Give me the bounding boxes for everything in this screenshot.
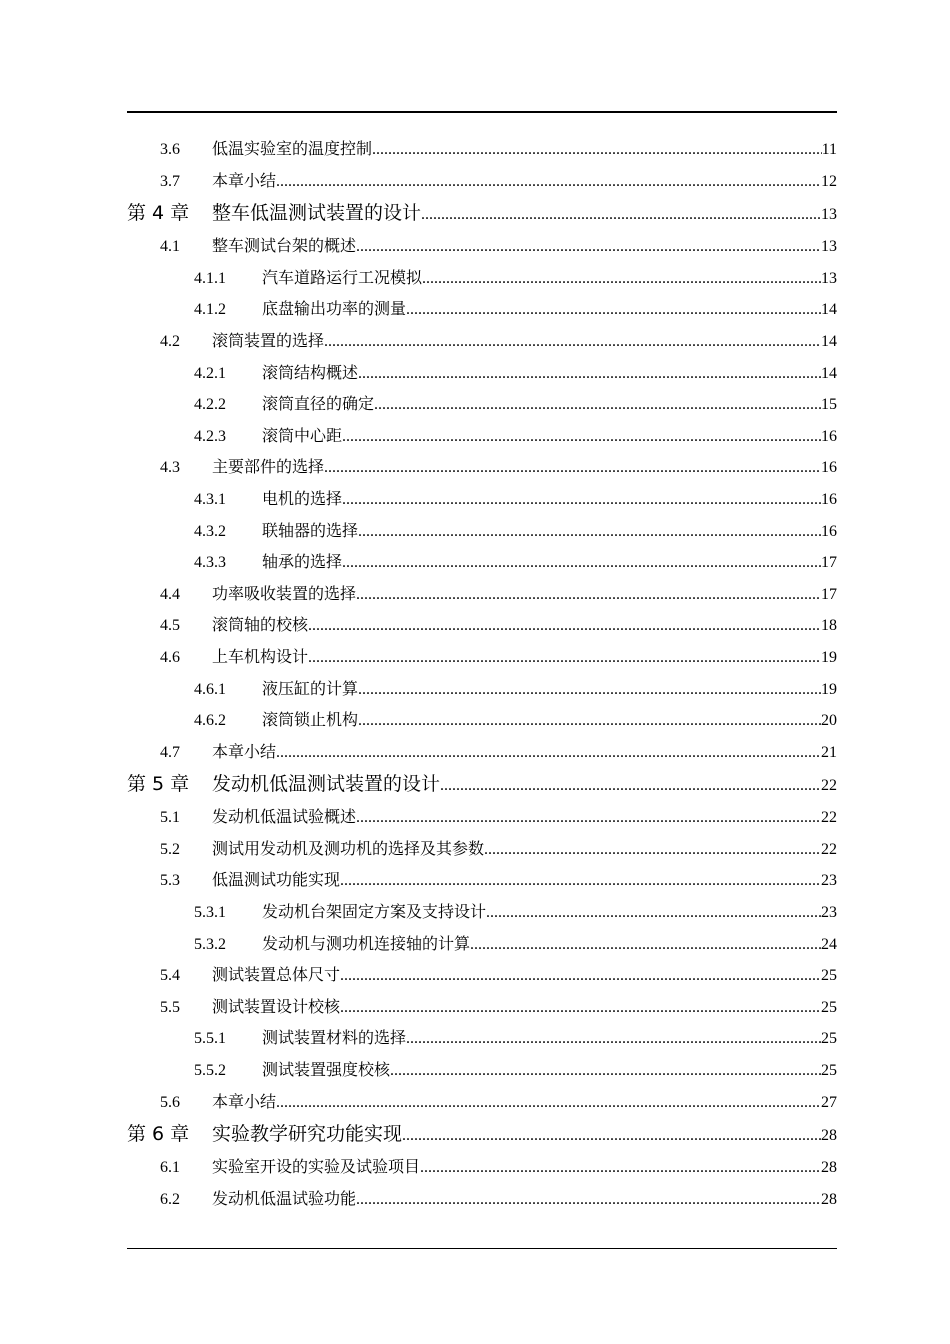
- toc-entry-number: 5.3.1: [194, 904, 226, 922]
- toc-entry-number: 4.1.1: [194, 269, 226, 287]
- toc-page-number: 19: [821, 680, 837, 698]
- toc-dot-leader: [406, 1023, 821, 1054]
- toc-entry-title: 滚筒直径的确定: [262, 394, 375, 414]
- toc-page-number: 11: [821, 141, 837, 158]
- toc-entry-title: 电机的选择: [262, 488, 343, 508]
- toc-dot-leader: [358, 705, 821, 736]
- toc-page-number: 21: [821, 743, 837, 761]
- toc-page-number: 16: [821, 459, 837, 477]
- toc-entry-title: 发动机低温试验概述: [212, 807, 357, 827]
- toc-dot-leader: [484, 834, 821, 865]
- toc-entry-number: 第 5 章: [127, 773, 190, 796]
- toc-page-number: 15: [821, 396, 837, 414]
- toc-subsection-entry[interactable]: [127, 388, 837, 420]
- toc-section-entry[interactable]: [127, 165, 837, 197]
- toc-entry-number: 4.2.1: [194, 364, 226, 382]
- toc-entry-title: 本章小结: [212, 1091, 277, 1111]
- toc-entry-number: 4.7: [160, 743, 180, 761]
- toc-subsection-entry[interactable]: [127, 515, 837, 547]
- toc-chapter-entry[interactable]: [127, 1117, 837, 1151]
- toc-dot-leader: [440, 769, 821, 801]
- toc-entry-title: 低温测试功能实现: [212, 870, 341, 890]
- toc-section-entry[interactable]: [127, 736, 837, 768]
- toc-page-number: 16: [821, 490, 837, 508]
- toc-entry-title: 滚筒锁止机构: [262, 710, 359, 730]
- toc-dot-leader: [340, 865, 821, 896]
- toc-entry-title: 发动机与测功机连接轴的计算: [262, 933, 471, 953]
- toc-section-entry[interactable]: [127, 864, 837, 896]
- toc-section-entry[interactable]: [127, 578, 837, 610]
- toc-dot-leader: [356, 802, 821, 833]
- toc-entry-number: 4.6.1: [194, 680, 226, 698]
- toc-dot-leader: [356, 231, 821, 262]
- toc-entry-title: 发动机低温测试装置的设计: [212, 773, 441, 796]
- toc-dot-leader: [422, 263, 821, 294]
- toc-entry-number: 5.5.2: [194, 1062, 226, 1080]
- toc-entry-title: 低温实验室的温度控制: [212, 139, 373, 158]
- toc-entry-number: 3.6: [160, 141, 180, 158]
- toc-dot-leader: [308, 642, 821, 673]
- toc-dot-leader: [276, 737, 821, 768]
- toc-entry-number: 4.2.3: [194, 427, 226, 445]
- toc-entry-number: 4.3.3: [194, 554, 226, 572]
- toc-entry-number: 4.6.2: [194, 712, 226, 730]
- toc-page-number: 13: [821, 206, 837, 224]
- toc-dot-leader: [374, 389, 821, 420]
- toc-entry-number: 第 6 章: [127, 1123, 190, 1146]
- toc-entry-title: 测试用发动机及测功机的选择及其参数: [212, 838, 485, 858]
- header-rule: [127, 111, 837, 113]
- toc-page-number: 28: [821, 1127, 837, 1145]
- toc-entry-title: 整车低温测试装置的设计: [212, 202, 422, 225]
- toc-entry-number: 4.2: [160, 332, 180, 350]
- toc-dot-leader: [276, 166, 821, 197]
- toc-dot-leader: [420, 1152, 821, 1183]
- toc-entry-title: 发动机低温试验功能: [212, 1188, 357, 1208]
- toc-page-number: 25: [821, 998, 837, 1016]
- toc-page-number: 16: [821, 427, 837, 445]
- toc-page-number: 12: [821, 172, 837, 190]
- toc-entry-title: 功率吸收装置的选择: [212, 583, 357, 603]
- toc-entry-title: 轴承的选择: [262, 552, 343, 572]
- toc-dot-leader: [342, 484, 821, 515]
- toc-dot-leader: [340, 992, 821, 1023]
- toc-page-number: 14: [821, 332, 837, 350]
- toc-subsection-entry[interactable]: [127, 928, 837, 960]
- toc-entry-number: 5.5: [160, 998, 180, 1016]
- toc-page-number: 17: [821, 585, 837, 603]
- toc-page-number: 19: [821, 648, 837, 666]
- toc-entry-number: 4.2.2: [194, 396, 226, 414]
- toc-dot-leader: [342, 421, 821, 452]
- toc-dot-leader: [356, 1184, 821, 1215]
- toc-entry-number: 5.2: [160, 840, 180, 858]
- toc-dot-leader: [340, 960, 821, 991]
- toc-section-entry[interactable]: [127, 609, 837, 641]
- toc-dot-leader: [402, 1119, 821, 1151]
- toc-entry-title: 实验教学研究功能实现: [212, 1123, 403, 1146]
- toc-entry-title: 滚筒结构概述: [262, 362, 359, 382]
- toc-entry-number: 5.1: [160, 809, 180, 827]
- toc-page-number: 22: [821, 840, 837, 858]
- toc-dot-leader: [358, 358, 821, 389]
- toc-entry-title: 滚筒中心距: [262, 425, 343, 445]
- toc-page-number: 13: [821, 269, 837, 287]
- toc-subsection-entry[interactable]: [127, 896, 837, 928]
- toc-subsection-entry[interactable]: [127, 420, 837, 452]
- toc-page-number: 23: [821, 904, 837, 922]
- toc-dot-leader: [324, 326, 821, 357]
- toc-page-number: 17: [821, 554, 837, 572]
- toc-dot-leader: [421, 198, 821, 230]
- toc-dot-leader: [372, 134, 822, 165]
- toc-page-number: 20: [821, 712, 837, 730]
- toc-section-entry[interactable]: [127, 325, 837, 357]
- toc-section-entry[interactable]: [127, 230, 837, 262]
- toc-entry-title: 滚筒轴的校核: [212, 615, 309, 635]
- toc-entry-number: 5.4: [160, 967, 180, 985]
- toc-section-entry[interactable]: [127, 801, 837, 833]
- toc-page-number: 25: [821, 1030, 837, 1048]
- toc-section-entry[interactable]: [127, 1086, 837, 1118]
- toc-entry-title: 主要部件的选择: [212, 457, 325, 477]
- toc-subsection-entry[interactable]: [127, 1054, 837, 1086]
- toc-entry-number: 4.3.2: [194, 522, 226, 540]
- toc-entry-title: 测试装置设计校核: [212, 996, 341, 1016]
- toc-page-number: 28: [821, 1159, 837, 1177]
- toc-page-number: 22: [821, 809, 837, 827]
- toc-entry-title: 滚筒装置的选择: [212, 330, 325, 350]
- toc-entry-title: 本章小结: [212, 170, 277, 190]
- toc-entry-number: 4.1.2: [194, 301, 226, 319]
- toc-section-entry[interactable]: [127, 833, 837, 865]
- toc-entry-number: 6.1: [160, 1159, 180, 1177]
- toc-dot-leader: [406, 294, 821, 325]
- toc-entry-number: 第 4 章: [127, 202, 190, 225]
- toc-entry-title: 本章小结: [212, 741, 277, 761]
- toc-entry-number: 4.6: [160, 648, 180, 666]
- toc-entry-number: 5.5.1: [194, 1030, 226, 1048]
- toc-dot-leader: [308, 610, 821, 641]
- toc-subsection-entry[interactable]: [127, 1022, 837, 1054]
- toc-chapter-entry[interactable]: [127, 196, 837, 230]
- toc-dot-leader: [358, 516, 821, 547]
- toc-entry-title: 实验室开设的实验及试验项目: [212, 1157, 421, 1177]
- toc-entry-title: 底盘输出功率的测量: [262, 299, 407, 319]
- toc-page-number: 27: [821, 1093, 837, 1111]
- toc-subsection-entry[interactable]: [127, 546, 837, 578]
- toc-entry-title: 整车测试台架的概述: [212, 236, 357, 256]
- toc-entry-title: 上车机构设计: [212, 646, 309, 666]
- toc-page-number: 24: [821, 935, 837, 953]
- toc-entry-number: 5.3.2: [194, 935, 226, 953]
- toc-dot-leader: [390, 1055, 821, 1086]
- toc-entry-title: 发动机台架固定方案及支持设计: [262, 902, 487, 922]
- toc-page-number: 16: [821, 522, 837, 540]
- toc-entry-number: 4.1: [160, 238, 180, 256]
- toc-page-number: 25: [821, 1062, 837, 1080]
- toc-entry-number: 6.2: [160, 1190, 180, 1208]
- toc-entry-title: 测试装置强度校核: [262, 1060, 391, 1080]
- toc-page-number: 23: [821, 872, 837, 890]
- toc-page-number: 18: [821, 617, 837, 635]
- toc-entry-title: 汽车道路运行工况模拟: [262, 267, 423, 287]
- toc-subsection-entry[interactable]: [127, 673, 837, 705]
- toc-dot-leader: [470, 929, 821, 960]
- toc-subsection-entry[interactable]: [127, 262, 837, 294]
- table-of-contents: [127, 133, 837, 1214]
- toc-section-entry[interactable]: [127, 451, 837, 483]
- toc-entry-title: 联轴器的选择: [262, 520, 359, 540]
- toc-entry-number: 3.7: [160, 172, 180, 190]
- toc-subsection-entry[interactable]: [127, 293, 837, 325]
- toc-section-entry[interactable]: [127, 959, 837, 991]
- toc-dot-leader: [342, 547, 821, 578]
- toc-page-number: 14: [821, 364, 837, 382]
- toc-section-entry[interactable]: [127, 133, 837, 165]
- footer-rule: [127, 1248, 837, 1249]
- toc-entry-number: 4.4: [160, 585, 180, 603]
- toc-page-number: 22: [821, 777, 837, 795]
- toc-entry-number: 5.6: [160, 1093, 180, 1111]
- toc-page-number: 25: [821, 967, 837, 985]
- toc-section-entry[interactable]: [127, 991, 837, 1023]
- toc-section-entry[interactable]: [127, 1151, 837, 1183]
- toc-entry-title: 液压缸的计算: [262, 678, 359, 698]
- toc-entry-number: 4.5: [160, 617, 180, 635]
- toc-subsection-entry[interactable]: [127, 483, 837, 515]
- toc-entry-number: 4.3.1: [194, 490, 226, 508]
- toc-dot-leader: [324, 452, 821, 483]
- toc-dot-leader: [486, 897, 821, 928]
- toc-dot-leader: [358, 674, 821, 705]
- toc-subsection-entry[interactable]: [127, 357, 837, 389]
- toc-page-number: 28: [821, 1190, 837, 1208]
- toc-subsection-entry[interactable]: [127, 704, 837, 736]
- toc-chapter-entry[interactable]: [127, 767, 837, 801]
- toc-entry-number: 5.3: [160, 872, 180, 890]
- toc-section-entry[interactable]: [127, 641, 837, 673]
- toc-entry-title: 测试装置材料的选择: [262, 1028, 407, 1048]
- toc-entry-number: 4.3: [160, 459, 180, 477]
- toc-page-number: 14: [821, 301, 837, 319]
- toc-dot-leader: [356, 579, 821, 610]
- toc-page-number: 13: [821, 238, 837, 256]
- toc-section-entry[interactable]: [127, 1183, 837, 1215]
- toc-entry-title: 测试装置总体尺寸: [212, 965, 341, 985]
- toc-dot-leader: [276, 1087, 821, 1118]
